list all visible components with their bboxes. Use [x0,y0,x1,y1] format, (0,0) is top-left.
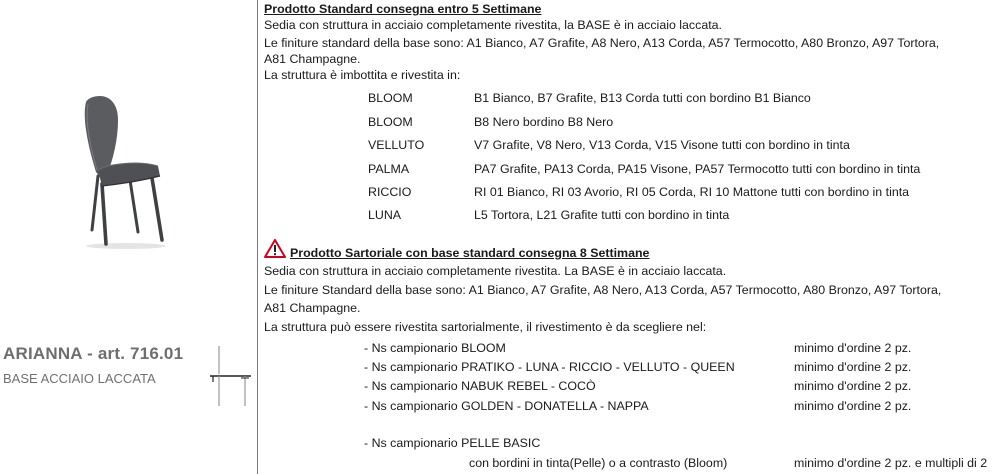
product-panel [0,0,257,474]
fabric-description: B1 Bianco, B7 Grafite, B13 Corda tutti con bordino B1 Bianco [474,91,811,105]
fabric-description: PA7 Grafite, PA13 Corda, PA15 Visone, PA57 Termocotto tutti con bordino in tinta [474,162,921,176]
fabric-description: RI 01 Bianco, RI 03 Avorio, RI 05 Corda, RI 10 Mattone tutti con bordino in tinta [474,185,910,199]
standard-heading: Prodotto Standard consegna entro 5 Settimane [264,2,542,16]
fabric-name: LUNA [368,208,402,222]
sample-min-order: minimo d'ordine 2 pz. [794,379,912,393]
sample-min-order: minimo d'ordine 2 pz. [794,399,912,413]
sample-item: - Ns campionario NABUK REBEL - COCÒ [364,379,596,393]
custom-heading: Prodotto Sartoriale con base standard consegna 8 Settimane [290,246,650,260]
sample-item: - Ns campionario BLOOM [364,341,506,355]
custom-description: Sedia con struttura in acciaio completamente rivestita. La BASE è in acciaio laccata. [264,264,727,278]
sample-min-order: minimo d'ordine 2 pz. [794,360,912,374]
standard-upholstery-intro: La struttura è imbottita e rivestita in: [264,68,461,82]
base-diagram-icon [207,344,253,408]
fabric-name: RICCIO [368,185,412,199]
sample-item: - Ns campionario GOLDEN - DONATELLA - NAPPA [364,399,649,413]
column-divider [257,0,258,474]
fabric-name: BLOOM [368,91,413,105]
sample-min-order: minimo d'ordine 2 pz. [794,341,912,355]
custom-finishes-cont: A81 Champagne. [264,301,361,315]
product-subtitle: BASE ACCIAIO LACCATA [3,371,156,386]
standard-description: Sedia con struttura in acciaio completamente rivestita, la BASE è in acciaio laccata. [264,18,722,32]
description-panel [264,0,1008,474]
fabric-name: BLOOM [368,115,413,129]
standard-finishes: Le finiture standard della base sono: A1 Bianco, A7 Grafite, A8 Nero, A13 Corda, A57 Termocotto, A80 Bronzo, A97 Tortora, [264,36,940,50]
product-title: ARIANNA - art. 716.01 [3,344,184,363]
sample-item-detail: con bordini in tinta(Pelle) o a contrasto (Bloom) [469,456,728,470]
fabric-description: V7 Grafite, V8 Nero, V13 Corda, V15 Visone tutti con bordino in tinta [474,138,850,152]
warning-triangle-icon [264,239,286,258]
fabric-name: VELLUTO [368,138,425,152]
fabric-description: B8 Nero bordino B8 Nero [474,115,614,129]
custom-upholstery-intro: La struttura può essere rivestita sartorialmente, il rivestimento è da scegliere nel: [264,320,707,334]
sample-item: - Ns campionario PRATIKO - LUNA - RICCIO - VELLUTO - QUEEN [364,360,735,374]
sample-item: - Ns campionario PELLE BASIC [364,436,541,450]
fabric-name: PALMA [368,162,410,176]
sample-min-order: minimo d'ordine 2 pz. e multipli di 2 [794,456,988,470]
custom-finishes: Le finiture Standard della base sono: A1 Bianco, A7 Grafite, A8 Nero, A13 Corda, A57 Termocotto, A80 Bronzo, A97 Tortora, [264,283,942,297]
fabric-description: L5 Tortora, L21 Grafite tutti con bordino in tinta [474,208,730,222]
chair-photo [68,90,180,250]
standard-finishes-cont: A81 Champagne. [264,52,361,66]
